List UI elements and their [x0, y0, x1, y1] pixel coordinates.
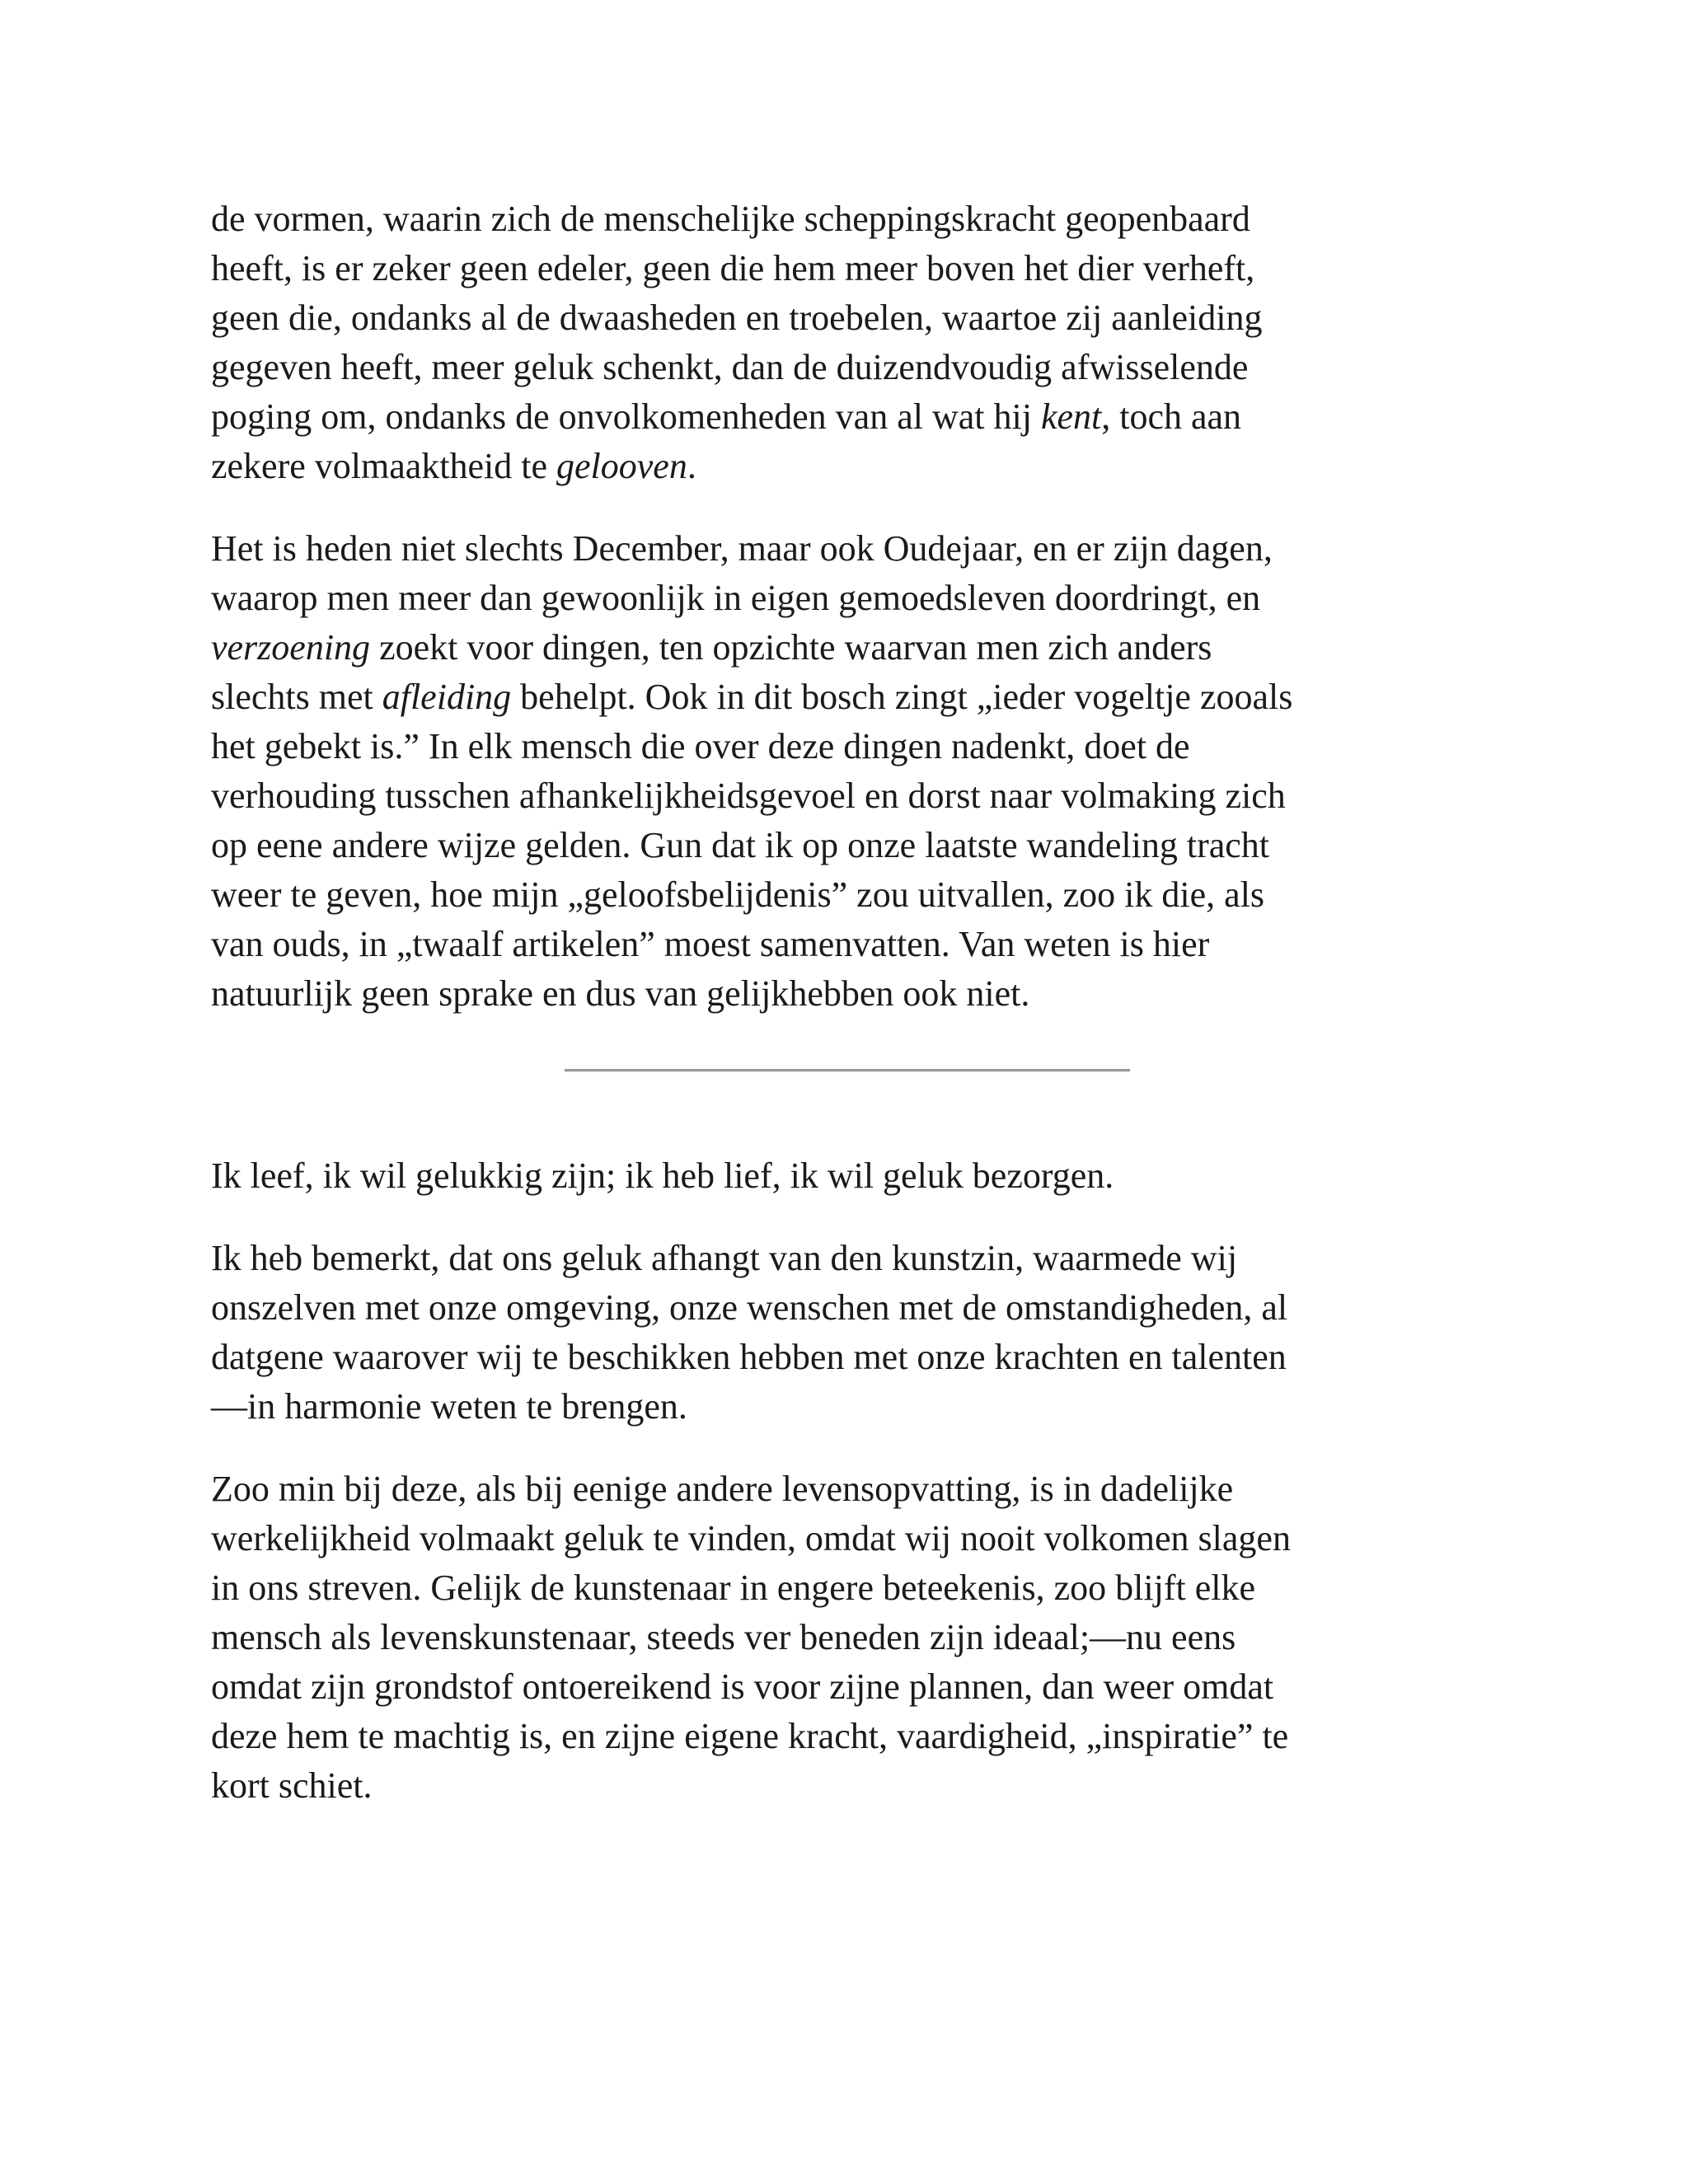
text-run: Ik leef, ik wil gelukkig zijn; ik heb lief, ik wil geluk bezorgen. — [211, 1155, 1114, 1196]
italic-text: afleiding — [382, 677, 512, 717]
text-run: Het is heden niet slechts December, maar ook Oudejaar, en er zijn dagen, waarop men meer dan gewoonlijk in eigen gemoedsleven doordringt, en — [211, 528, 1273, 618]
text-run: , toch aan zekere volmaaktheid te — [211, 396, 1242, 486]
italic-text: kent — [1040, 396, 1102, 437]
text-run: zoekt voor dingen, ten opzichte waarvan men zich anders slechts met — [211, 627, 1212, 717]
text-run: Zoo min bij deze, als bij eenige andere levensopvatting, is in dadelijke werkelijkheid volmaakt geluk te vinden, omdat wij nooit volkomen slagen in ons streven. Gelijk de kunstenaar in engere beteekenis, zoo blijft elke mensch als levenskunstenaar, steeds ver beneden zijn ideaal;—nu eens omdat zijn grondstof ontoereikend is voor zijne plannen, dan weer omdat deze hem te machtig is, en zijne eigene kracht, vaardigheid, „inspiratie” te kort schiet. — [211, 1469, 1291, 1806]
page-body — [211, 194, 1480, 1844]
italic-text: verzoening — [211, 627, 371, 668]
paragraph — [211, 524, 1480, 1019]
paragraph — [211, 1234, 1480, 1432]
text-run: . — [687, 446, 696, 486]
paragraph — [211, 194, 1480, 491]
text-run: Ik heb bemerkt, dat ons geluk afhangt van den kunstzin, waarmede wij onszelven met onze omgeving, onze wenschen met de omstandigheden, al datgene waarover wij te beschikken hebben met onze krachten en talenten —in harmonie weten te brengen. — [211, 1238, 1288, 1427]
section-after-divider — [211, 1151, 1480, 1811]
paragraph — [211, 1465, 1480, 1811]
section-before-divider — [211, 194, 1480, 1019]
text-run: de vormen, waarin zich de menschelijke scheppingskracht geopenbaard heeft, is er zeker geen edeler, geen die hem meer boven het dier verheft, geen die, ondanks al de dwaasheden en troebelen, waartoe zij aanleiding gegeven heeft, meer geluk schenkt, dan de duizendvoudig afwisselende poging om, ondanks de onvolkomenheden van al wat hij — [211, 199, 1263, 437]
section-divider — [565, 1069, 1130, 1072]
italic-text: gelooven — [556, 446, 687, 486]
paragraph — [211, 1151, 1480, 1201]
text-run: behelpt. Ook in dit bosch zingt „ieder vogeltje zooals het gebekt is.” In elk mensch die over deze dingen nadenkt, doet de verhouding tusschen afhankelijkheidsgevoel en dorst naar volmaking zich op eene andere wijze gelden. Gun dat ik op onze laatste wandeling tracht weer te geven, hoe mijn „geloofsbelijdenis” zou uitvallen, zoo ik die, als van ouds, in „twaalf artikelen” moest samenvatten. Van weten is hier natuurlijk geen sprake en dus van gelijkhebben ook niet. — [211, 677, 1293, 1014]
